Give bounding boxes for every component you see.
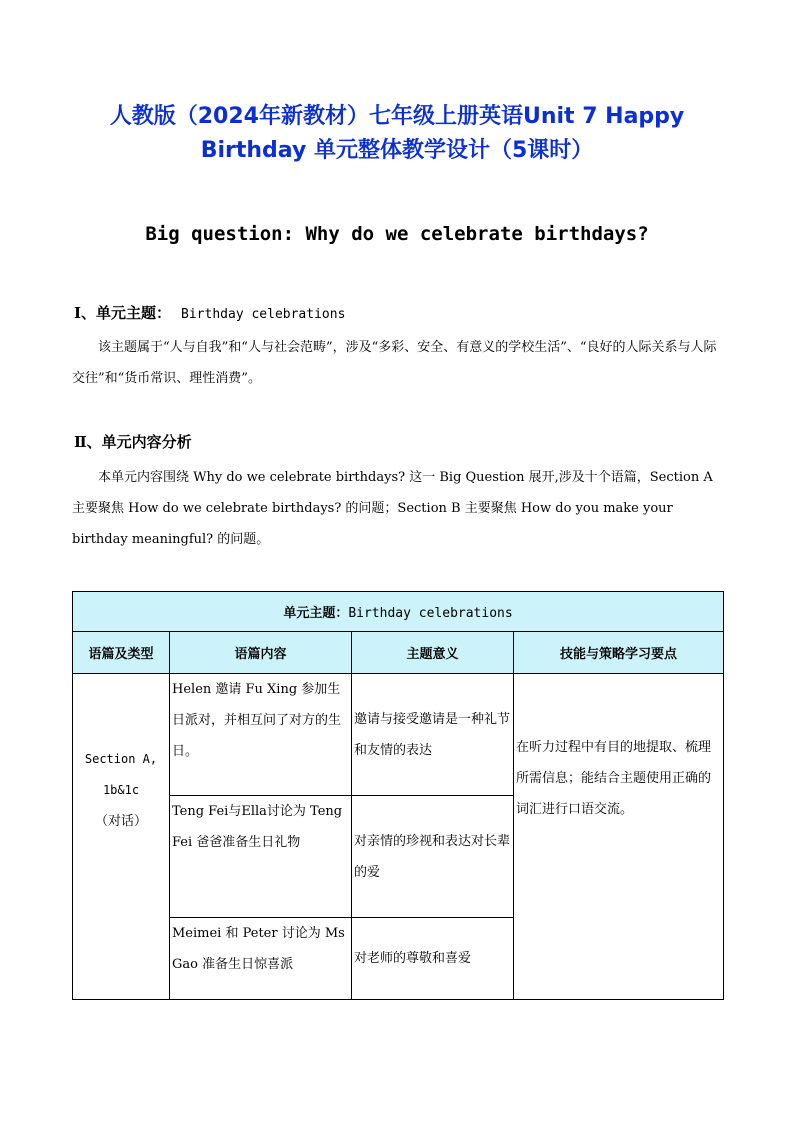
section-1-heading	[74, 302, 345, 326]
section-type: （对话）	[94, 814, 147, 829]
content-cell: Teng Fei与Ella讨论为 Teng Fei 爸爸准备生日礼物	[170, 796, 352, 918]
table-title-label: 单元主题：	[283, 606, 349, 621]
column-header: 技能与策略学习要点	[514, 632, 724, 674]
column-header: 语篇内容	[170, 632, 352, 674]
section-2-heading: Ⅱ、单元内容分析	[74, 433, 192, 451]
title-line-2: Birthday 单元整体教学设计（5课时）	[200, 138, 594, 163]
content-cell: Meimei 和 Peter 讨论为 Ms Gao 准备生日惊喜派	[170, 918, 352, 1000]
section-label: Section A, 1b&1c	[84, 752, 158, 797]
unit-table	[72, 591, 724, 1000]
title-line-1: 人教版（2024年新教材）七年级上册英语Unit 7 Happy	[109, 104, 685, 129]
section-1-title: Ⅰ、单元主题：	[74, 304, 172, 322]
table-title-theme: Birthday celebrations	[348, 606, 513, 621]
table-title-cell	[73, 592, 724, 632]
section-2-paragraph: 本单元内容围绕 Why do we celebrate birthdays? 这一 Big Question 展开,涉及十个语篇，Section A 主要聚焦 How do we celebrate birthdays? 的问题；Section B 主要聚焦 How do you make your birthday meaningful? 的问题。	[72, 470, 713, 547]
section-cell	[73, 674, 170, 1000]
section-1-theme: Birthday celebrations	[181, 307, 346, 322]
table-header-row	[73, 632, 724, 674]
column-header: 语篇及类型	[73, 632, 170, 674]
skills-cell: 在听力过程中有目的地提取、梳理所需信息；能结合主题使用正确的词汇进行口语交流。	[514, 674, 724, 1000]
meaning-cell: 对老师的尊敬和喜爱	[352, 918, 514, 1000]
content-cell: Helen 邀请 Fu Xing 参加生日派对，并相互问了对方的生日。	[170, 674, 352, 796]
column-header: 主题意义	[352, 632, 514, 674]
section-1-paragraph: 该主题属于“人与自我”和“人与社会范畴”，涉及“多彩、安全、有意义的学校生活”、“良好的人际关系与人际交往”和“货币常识、理性消费”。	[72, 340, 717, 386]
table-row	[73, 674, 724, 796]
big-question: Big question: Why do we celebrate birthdays?	[145, 223, 649, 245]
meaning-cell: 对亲情的珍视和表达对长辈的爱	[352, 796, 514, 918]
meaning-cell: 邀请与接受邀请是一种礼节和友情的表达	[352, 674, 514, 796]
table-title-row	[73, 592, 724, 632]
document-title	[60, 100, 734, 168]
